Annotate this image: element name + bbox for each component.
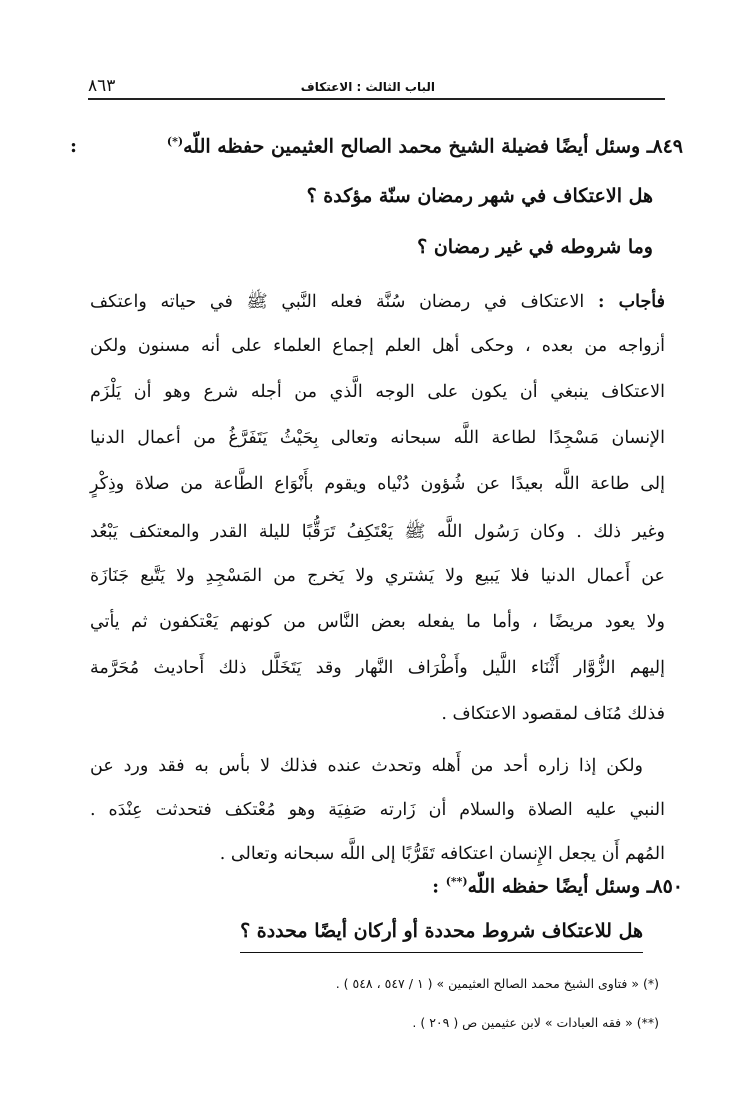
chapter-title: الباب الثالث : الاعتكاف xyxy=(300,80,435,94)
answer-line: الإنسان مَسْجِدًا لطاعة اللَّه سبحانه وتعالى بِحَيْثُ يَتَفَرَّغُ من أعمال الدنيا xyxy=(90,428,665,448)
answer-line: فذلك مُنَاف لمقصود الاعتكاف . xyxy=(441,704,665,724)
footnote-ref-2: (**) xyxy=(445,875,468,888)
question-850-q1-text: هل للاعتكاف شروط محددة أو أركان أيضًا محددة ؟ xyxy=(240,920,643,953)
page-number: ٨٦٣ xyxy=(88,76,116,96)
question-849-heading xyxy=(70,135,683,157)
footnote-2: (**) « فقه العبادات » لابن عثيمين ص ( ٢٠٩ ) . xyxy=(412,1015,659,1030)
question-849-q1: هل الاعتكاف في شهر رمضان سنّة مؤكدة ؟ xyxy=(306,185,653,207)
footnote-ref-1: (*) xyxy=(166,135,184,148)
answer-para2-line: النبي عليه الصلاة والسلام أن زَارته صَفِيَة وهو مُعْتكف فتحدثت عِنْدَه . xyxy=(90,800,665,820)
answer-line: الاعتكاف ينبغي أن يكون على الوجه الَّذي من أجله شرع وهو أن يَلْزَم xyxy=(90,382,665,402)
question-849-colon: : xyxy=(70,135,78,157)
answer-lead: فأجاب : xyxy=(598,292,666,312)
answer-line: وغير ذلك . وكان رَسُول اللَّه ﷺ يَعْتَكِفُ تَرَقُّبًا لليلة القدر والمعتكف يَبْعُد xyxy=(90,522,665,542)
question-849-q2: وما شروطه في غير رمضان ؟ xyxy=(417,236,653,258)
answer-line: إلى طاعة اللَّه بعيدًا عن شُؤون دُنْياه ويقوم بأَنْوَاع الطَّاعة من صلاة وذِكْرٍ xyxy=(90,474,665,494)
answer-line: إليهم الزُّوَّار أَثْنَاء اللَّيل وأَطْرَاف النَّهار وقد يَتَخَلَّل ذلك أَحاديث مُحَرَّمة xyxy=(90,658,665,678)
answer-para2-line: المُهم أَن يجعل الإِنسان اعتكافه تَقَرُّبًا إلى اللَّه سبحانه وتعالى . xyxy=(219,844,665,864)
question-850-colon: : xyxy=(432,875,440,898)
answer-line: ولا يعود مريضًا ، وأما ما يفعله بعض النَّاس من كونهم يَعْتكفون ثم يأتي xyxy=(90,612,665,632)
question-850-q1 xyxy=(70,920,643,942)
answer-line: عن أَعمال الدنيا فلا يَبيع ولا يَشتري ولا يَخرج من المَسْجِدِ ولا يَتَّبع جَنَازَة xyxy=(90,566,665,586)
question-850-heading xyxy=(70,875,683,897)
running-header xyxy=(88,72,665,100)
answer-para2-line: ولكن إذا زاره أحد من أَهله وتحدث عنده فذلك لا بأس به فقد ورد عن xyxy=(90,756,643,776)
answer-line: فأجاب : الاعتكاف في رمضان سُنَّة فعله النَّبي ﷺ في حياته واعتكف xyxy=(90,292,666,312)
question-849-heading-text: ٨٤٩ـ وسئل أيضًا فضيلة الشيخ محمد الصالح العثيمين حفظه اللّه xyxy=(183,135,683,158)
answer-line: أزواجه من بعده ، وحكى أهل العلم إجماع العلماء على أنه مسنون ولكن xyxy=(90,336,665,356)
footnote-1: (*) « فتاوى الشيخ محمد الصالح العثيمين » ( ١ / ٥٤٧ ، ٥٤٨ ) . xyxy=(335,976,659,991)
question-850-heading-text: ٨٥٠ـ وسئل أيضًا حفظه اللّه xyxy=(467,875,683,898)
